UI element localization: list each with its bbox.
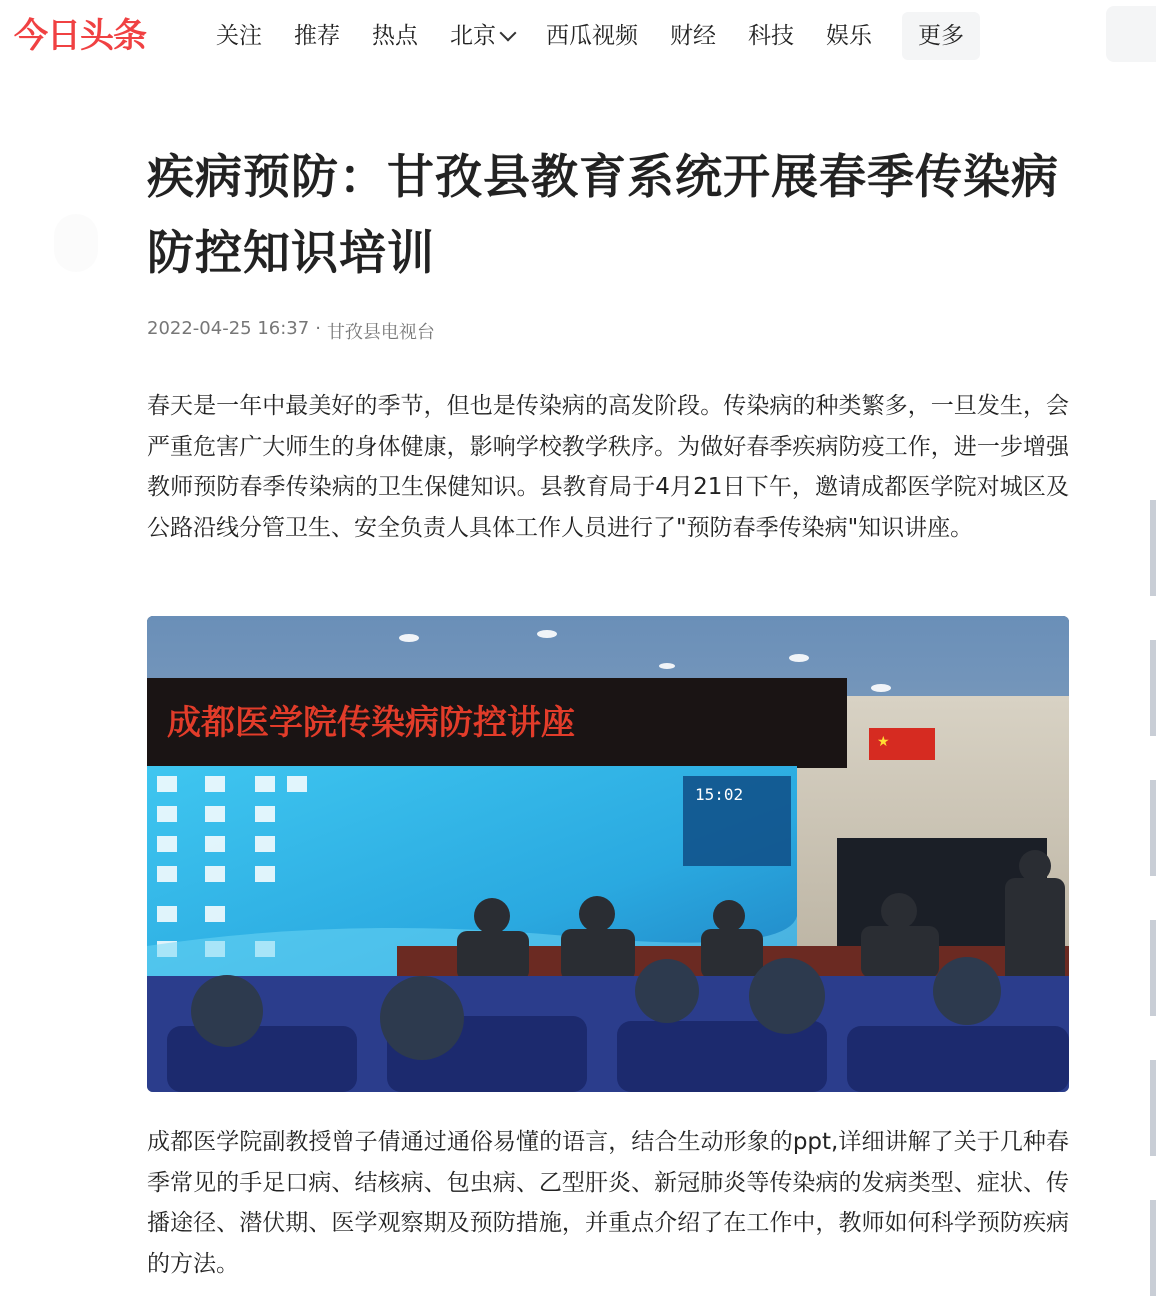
sidebar-thumbnail-edge[interactable] xyxy=(1150,500,1156,596)
nav-item-follow[interactable] xyxy=(200,14,278,58)
nav-label: 财经 xyxy=(670,23,716,49)
nav-item-recommend[interactable] xyxy=(278,14,356,58)
top-navigation-bar xyxy=(0,0,1156,75)
lecture-hall-photo xyxy=(147,616,1069,1092)
nav-item-hot[interactable] xyxy=(356,14,434,58)
channel-nav xyxy=(200,14,980,58)
more-button[interactable]: 更多 xyxy=(902,12,980,60)
nav-item-city[interactable] xyxy=(434,14,530,58)
svg-text:★: ★ xyxy=(877,734,890,750)
nav-item-tech[interactable] xyxy=(732,14,810,58)
nav-label: 娱乐 xyxy=(826,23,872,49)
sidebar-thumbnail-edge[interactable] xyxy=(1150,780,1156,876)
chevron-down-icon xyxy=(500,25,517,42)
publish-time: 2022-04-25 16:37 xyxy=(147,318,310,339)
nav-label: 推荐 xyxy=(294,23,340,49)
article-meta xyxy=(147,318,1069,344)
side-toolbar xyxy=(54,214,98,272)
nav-label: 热点 xyxy=(372,23,418,49)
article-paragraph-1: 春天是一年中最美好的季节，但也是传染病的高发阶段。传染病的种类繁多，一旦发生，会严重危害广大师生的身体健康，影响学校教学秩序。为做好春季疾病防疫工作，进一步增强教师预防春季传染病的卫生保健知识。县教育局于4月21日下午，邀请成都医学院对城区及公路沿线分管卫生、安全负责人具体工作人员进行了"预防春季传染病"知识讲座。 xyxy=(147,393,1069,541)
meta-separator: · xyxy=(315,318,321,339)
nav-label: 科技 xyxy=(748,23,794,49)
sidebar-thumbnail-edge[interactable] xyxy=(1150,1200,1156,1296)
nav-item-xigua-video[interactable] xyxy=(530,14,654,58)
nav-label: 关注 xyxy=(216,23,262,49)
sidebar-thumbnail-edge[interactable] xyxy=(1150,1060,1156,1156)
article-title: 疾病预防：甘孜县教育系统开展春季传染病防控知识培训 xyxy=(147,150,1059,281)
article-paragraph-2: 成都医学院副教授曾子倩通过通俗易懂的语言，结合生动形象的ppt,详细讲解了关于几种春季常见的手足口病、结核病、包虫病、乙型肝炎、新冠肺炎等传染病的发病类型、症状、传播途径、潜伏期、医学观察期及预防措施，并重点介绍了在工作中，教师如何科学预防疾病的方法。 xyxy=(147,1129,1069,1277)
nav-label: 北京 xyxy=(450,23,496,49)
banner-text: 成都医学院传染病防控讲座 xyxy=(167,703,575,743)
article-source[interactable]: 甘孜县电视台 xyxy=(326,322,435,343)
toutiao-logo[interactable]: 今日头条 xyxy=(14,16,146,56)
sidebar-thumbnail-edge[interactable] xyxy=(1150,640,1156,736)
nav-item-entertainment[interactable] xyxy=(810,14,888,58)
article-header xyxy=(147,140,1069,344)
nav-item-finance[interactable] xyxy=(654,14,732,58)
nav-label: 西瓜视频 xyxy=(546,23,638,49)
screen-clock: 15:02 xyxy=(695,785,744,804)
article-photo[interactable] xyxy=(147,616,1069,1092)
sidebar-thumbnail-edge[interactable] xyxy=(1150,920,1156,1016)
search-input[interactable] xyxy=(1106,6,1156,62)
